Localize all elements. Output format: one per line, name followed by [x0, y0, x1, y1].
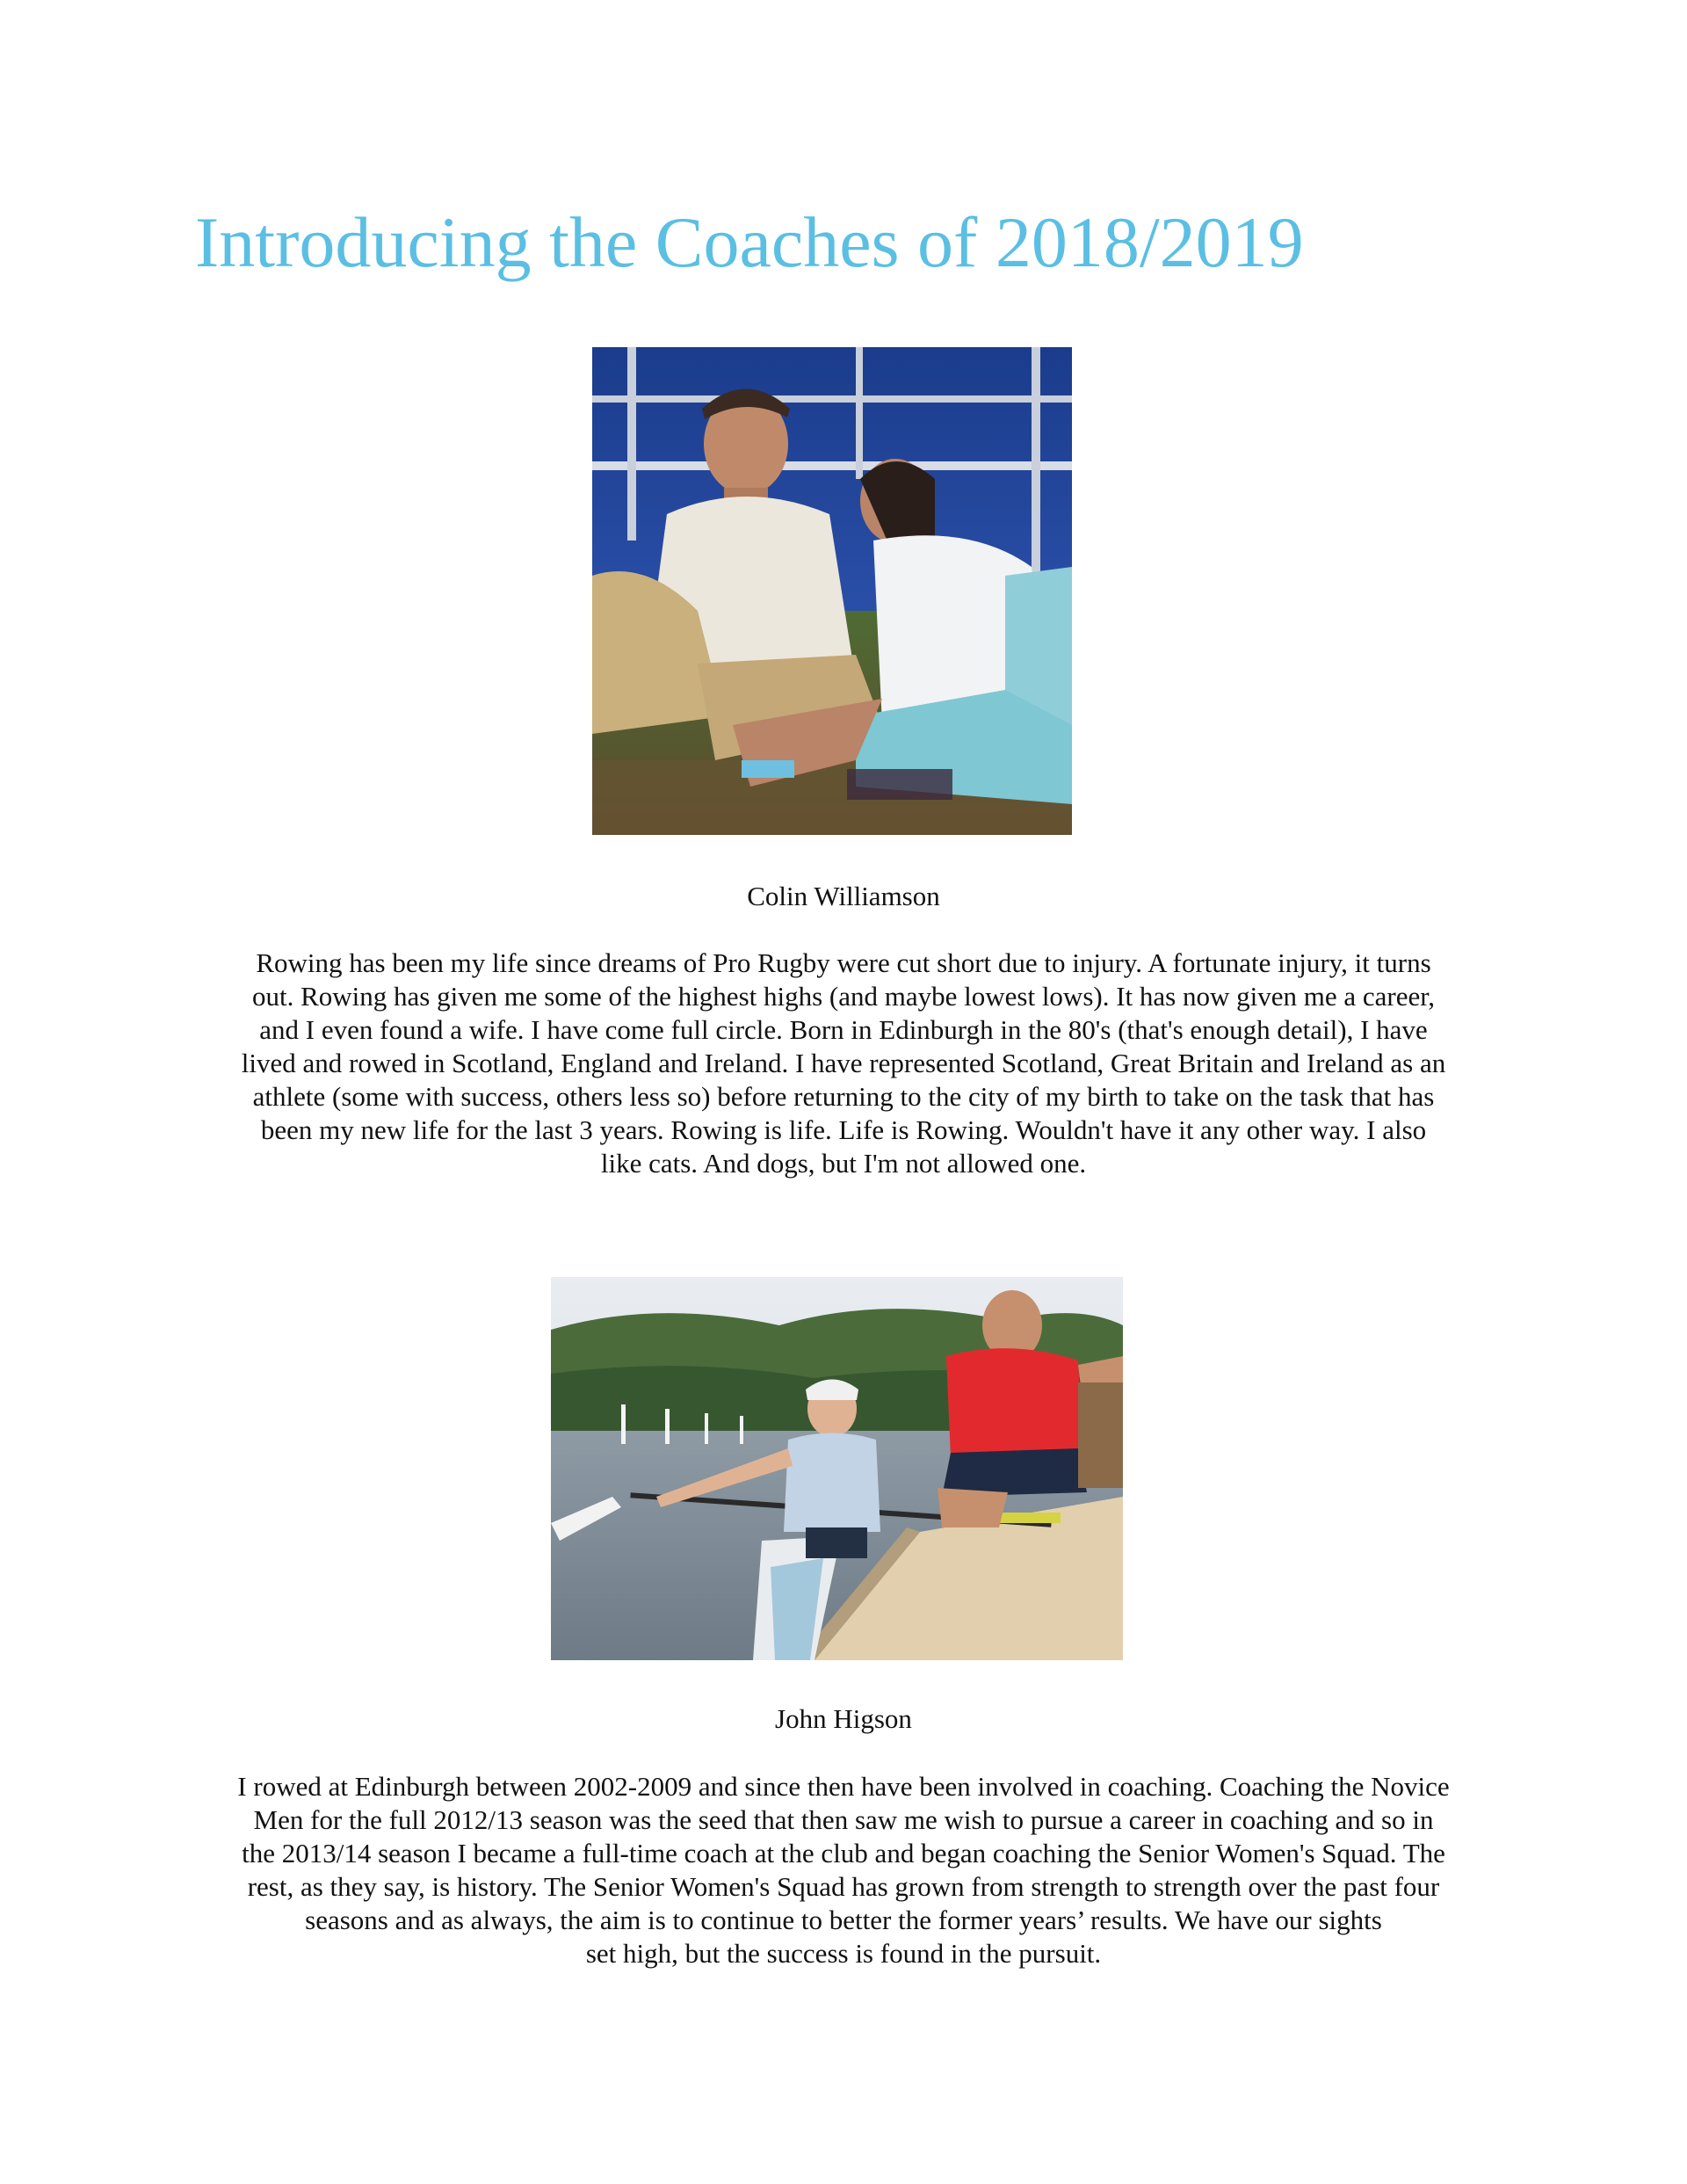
bio-line: and I even found a wife. I have come full circle. Born in Edinburgh in the 80's (that's enough detail), I have: [259, 1014, 1428, 1045]
coach-name-john: John Higson: [775, 1703, 912, 1734]
coach-name-colin: Colin Williamson: [747, 881, 940, 911]
bio-line: Men for the full 2012/13 season was the seed that then saw me wish to pursue a career in coaching and so in: [253, 1804, 1434, 1835]
bio-line: seasons and as always, the aim is to continue to better the former years’ results. We have our sights: [305, 1905, 1382, 1935]
bio-line: out. Rowing has given me some of the highest highs (and maybe lowest lows). It has now given me a career,: [251, 981, 1436, 1012]
bio-line: athlete (some with success, others less so) before returning to the city of my birth to take on the task that has: [252, 1081, 1435, 1112]
bio-line: set high, but the success is found in the pursuit.: [585, 1938, 1102, 1969]
page-title: Introducing the Coaches of 2018/2019: [195, 202, 1304, 282]
coach-with-rower-photo: [592, 347, 1072, 835]
bio-line: the 2013/14 season I became a full-time coach at the club and began coaching the Senior Women's Squad. The: [242, 1838, 1445, 1868]
coach-bio-colin: [176, 947, 1511, 1180]
bio-line: Rowing has been my life since dreams of Pro Rugby were cut short due to injury. A fortunate injury, it turns: [256, 947, 1431, 978]
bio-line: I rowed at Edinburgh between 2002-2009 and since then have been involved in coaching. Coaching the Novice: [237, 1771, 1450, 1802]
bio-line: lived and rowed in Scotland, England and Ireland. I have represented Scotland, Great Britain and Ireland as an: [241, 1048, 1446, 1078]
coach-photo-colin: [592, 347, 1072, 835]
bio-line: been my new life for the last 3 years. Rowing is life. Life is Rowing. Wouldn't have it any other way. I also: [260, 1114, 1427, 1145]
bio-line: like cats. And dogs, but I'm not allowed one.: [600, 1148, 1087, 1179]
bio-line: rest, as they say, is history. The Senior Women's Squad has grown from strength to strength over the past four: [247, 1871, 1440, 1902]
coach-bio-john: [176, 1770, 1511, 1970]
coach-on-pontoon-photo: [551, 1277, 1123, 1660]
coach-photo-john: [551, 1277, 1123, 1660]
